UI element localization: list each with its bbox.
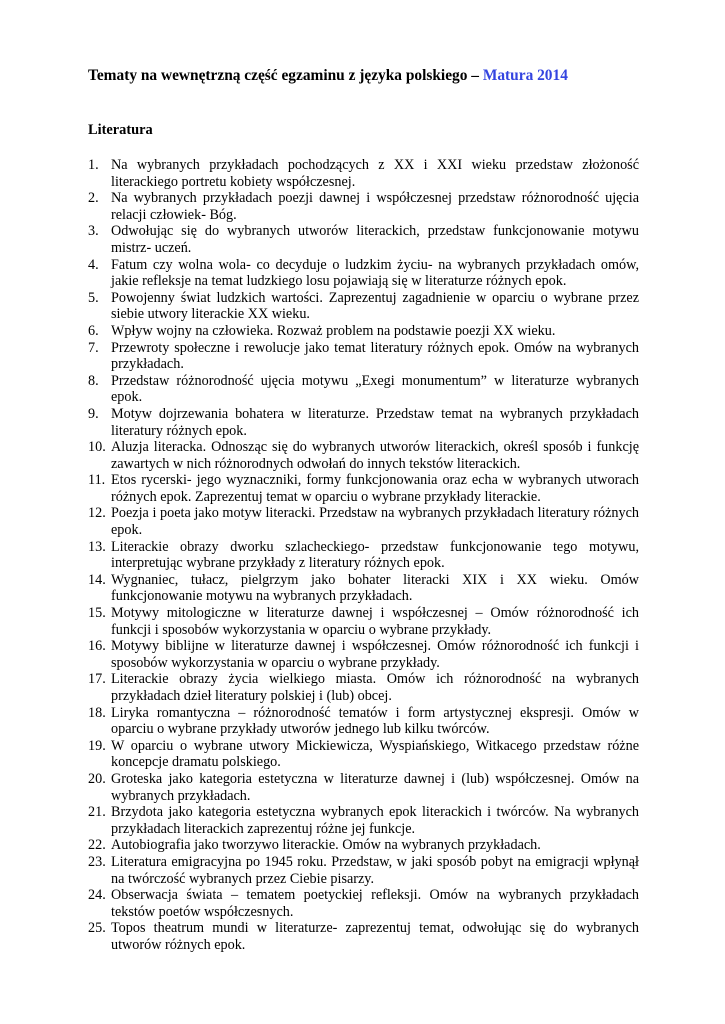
list-item-number: 13. — [88, 538, 106, 555]
list-item-text: Fatum czy wolna wola- co decyduje o ludzkim życiu- na wybranych przykładach omów, jakie refleksje na temat ludzkiego losu pojawiają się w literaturze różnych epok. — [111, 256, 639, 290]
list-item-text: Literackie obrazy dworku szlacheckiego- przedstaw funkcjonowanie tego motywu, interpretując wybrane przykłady z literatury różnych epok. — [111, 538, 639, 572]
list-item — [88, 439, 639, 472]
list-item-text: Powojenny świat ludzkich wartości. Zaprezentuj zagadnienie w oparciu o wybrane przez siebie utwory literackie XX wieku. — [111, 289, 639, 323]
list-item-text: Aluzja literacka. Odnosząc się do wybranych utworów literackich, określ sposób i funkcję zawartych w nich różnorodnych odwołań do innych tekstów literackich. — [111, 439, 639, 472]
list-item — [88, 223, 639, 256]
list-item-text: Brzydota jako kategoria estetyczna wybranych epok literackich i twórców. Na wybranych przykładach literackich zaprezentuj różne jej funkcje. — [111, 804, 639, 837]
list-item-number: 25. — [88, 920, 106, 937]
list-item-number: 1. — [88, 157, 99, 173]
list-item — [88, 920, 639, 953]
list-item-text: Topos theatrum mundi w literaturze- zaprezentuj temat, odwołując się do wybranych utworów różnych epok. — [111, 920, 639, 953]
list-item — [88, 771, 639, 804]
list-item-number: 18. — [88, 704, 106, 721]
list-item — [88, 157, 639, 190]
list-item-number: 9. — [88, 405, 99, 422]
list-item-text: Przewroty społeczne i rewolucje jako temat literatury różnych epok. Omów na wybranych przykładach. — [111, 339, 639, 373]
list-item-text: Przedstaw różnorodność ujęcia motywu „Exegi monumentum” w literaturze wybranych epok. — [111, 372, 639, 406]
list-item-number: 5. — [88, 289, 99, 306]
list-item-number: 15. — [88, 605, 106, 622]
list-item-text: Literatura emigracyjna po 1945 roku. Przedstaw, w jaki sposób pobyt na emigracji wpłynął na twórczość wybranych przez Ciebie pisarzy. — [111, 853, 639, 887]
list-item — [88, 290, 639, 323]
list-item-number: 6. — [88, 322, 99, 339]
list-item-number: 10. — [88, 439, 106, 456]
list-item — [88, 373, 639, 406]
list-item — [88, 505, 639, 538]
list-item — [88, 190, 639, 223]
title-main: Tematy na wewnętrzną część egzaminu z języka polskiego – — [88, 67, 483, 84]
list-item-number: 22. — [88, 837, 106, 854]
list-item-number: 3. — [88, 223, 99, 240]
list-item — [88, 605, 639, 638]
list-item-text: Motywy biblijne w literaturze dawnej i współczesnej. Omów różnorodność ich funkcji i sposobów wykorzystania w oparciu o wybrane przykłady. — [111, 638, 639, 671]
title-highlight: Matura 2014 — [482, 67, 568, 84]
list-item — [88, 323, 639, 340]
list-item-text: Literackie obrazy życia wielkiego miasta. Omów ich różnorodność na wybranych przykładach dzieł literatury polskiej i (lub) obcej. — [111, 671, 639, 704]
list-item-number: 17. — [88, 671, 106, 688]
list-item-number: 14. — [88, 571, 106, 588]
list-item — [88, 406, 639, 439]
list-item-number: 19. — [88, 737, 106, 754]
list-item — [88, 257, 639, 290]
list-item-text: Groteska jako kategoria estetyczna w literaturze dawnej i (lub) współczesnej. Omów na wybranych przykładach. — [111, 770, 639, 804]
list-item-number: 11. — [88, 472, 106, 489]
list-item-text: Obserwacja świata – tematem poetyckiej refleksji. Omów na wybranych przykładach tekstów poetów współczesnych. — [111, 887, 639, 920]
list-item — [88, 638, 639, 671]
list-item-number: 21. — [88, 804, 106, 821]
list-item — [88, 539, 639, 572]
list-item-number: 8. — [88, 372, 99, 389]
list-item-text: Autobiografia jako tworzywo literackie. Omów na wybranych przykładach. — [111, 837, 541, 854]
list-item-text: W oparciu o wybrane utwory Mickiewicza, Wyspiańskiego, Witkacego przedstaw różne koncepcje dramatu polskiego. — [111, 737, 639, 771]
list-item-number: 23. — [88, 853, 106, 870]
list-item-text: Na wybranych przykładach poezji dawnej i współczesnej przedstaw różnorodność ujęcia relacji człowiek- Bóg. — [111, 190, 639, 223]
list-item-text: Poezja i poeta jako motyw literacki. Przedstaw na wybranych przykładach literatury różnych epok. — [111, 505, 639, 539]
list-item — [88, 340, 639, 373]
list-item — [88, 572, 639, 605]
list-item-number: 7. — [88, 339, 99, 356]
list-item-number: 4. — [88, 256, 99, 273]
list-item — [88, 738, 639, 771]
list-item-text: Wygnaniec, tułacz, pielgrzym jako bohater literacki XIX i XX wieku. Omów funkcjonowanie motywu na wybranych przykładach. — [111, 571, 639, 605]
list-item-number: 24. — [88, 887, 106, 904]
list-item-text: Na wybranych przykładach pochodzących z XX i XXI wieku przedstaw złożoność literackiego portretu kobiety współczesnej. — [111, 157, 639, 190]
list-item-text: Odwołując się do wybranych utworów literackich, przedstaw funkcjonowanie motywu mistrz- uczeń. — [111, 223, 639, 256]
list-item — [88, 837, 639, 854]
list-item-number: 12. — [88, 505, 106, 522]
list-item-text: Wpływ wojny na człowieka. Rozważ problem na podstawie poezji XX wieku. — [111, 322, 556, 339]
list-item-number: 16. — [88, 638, 106, 655]
section-heading: Literatura — [88, 122, 153, 138]
list-item — [88, 887, 639, 920]
list-item-text: Motywy mitologiczne w literaturze dawnej i współczesnej – Omów różnorodność ich funkcji i sposobów wykorzystania w oparciu o wybrane przykłady. — [111, 605, 639, 638]
list-item — [88, 804, 639, 837]
document-title — [88, 66, 568, 86]
list-item — [88, 854, 639, 887]
list-item-number: 2. — [88, 190, 99, 207]
list-item-text: Etos rycerski- jego wyznaczniki, formy funkcjonowania oraz echa w wybranych utworach różnych epok. Zaprezentuj temat w oparciu o wybrane przykłady literackie. — [111, 472, 639, 505]
topic-list — [88, 157, 639, 954]
list-item — [88, 671, 639, 704]
list-item-number: 20. — [88, 770, 106, 787]
list-item-text: Motyw dojrzewania bohatera w literaturze. Przedstaw temat na wybranych przykładach literatury różnych epok. — [111, 405, 639, 439]
list-item — [88, 705, 639, 738]
list-item — [88, 472, 639, 505]
list-item-text: Liryka romantyczna – różnorodność tematów i form artystycznej ekspresji. Omów w oparciu o wybrane przykłady utworów jednego lub kilku twórców. — [111, 704, 639, 738]
